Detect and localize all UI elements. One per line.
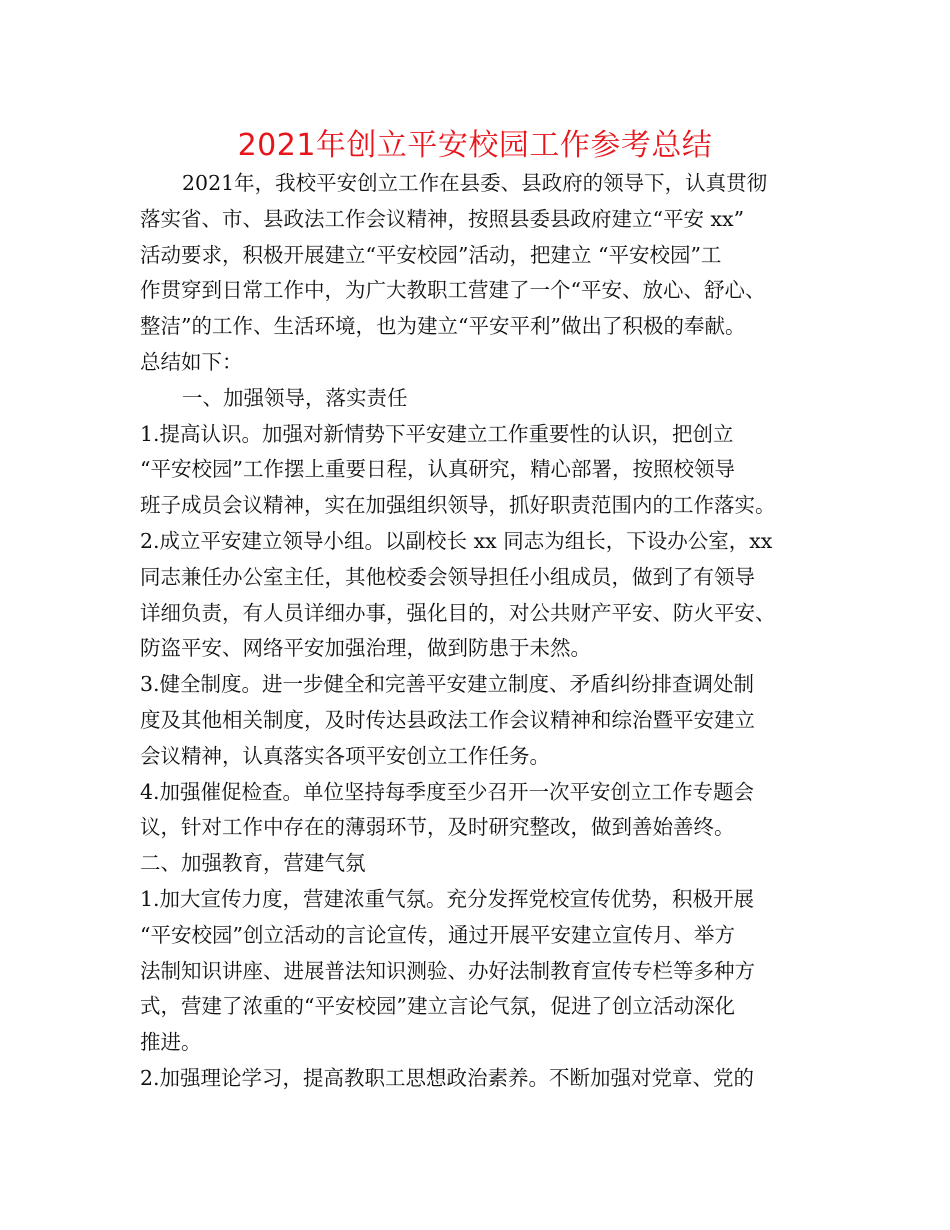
text-line: 1.加大宣传力度，营建浓重气氛。充分发挥党校宣传优势，积极开展 [140, 886, 755, 911]
text-line: 防盗平安、网络平安加强治理，做到防患于未然。 [140, 636, 591, 661]
paragraph [140, 381, 830, 417]
text-line: 4.加强催促检查。单位坚持每季度至少召开一次平安创立工作专题会 [140, 779, 755, 804]
text-line: 推进。 [140, 1030, 202, 1055]
paragraph [140, 166, 830, 381]
text-line: 活动要求，积极开展建立“平安校园”活动，把建立 “平安校园”工 [140, 242, 722, 267]
text-line: 法制知识讲座、进展普法知识测验、办好法制教育宣传专栏等多种方 [140, 958, 755, 983]
text-line: 1.提高认识。加强对新情势下平安建立工作重要性的认识，把创立 [140, 421, 734, 446]
paragraph [140, 667, 830, 774]
text-line: 同志兼任办公室主任，其他校委会领导担任小组成员，做到了有领导 [140, 564, 755, 589]
text-line: 2.成立平安建立领导小组。以副校长 xx 同志为组长，下设办公室，xx [140, 528, 773, 553]
paragraph [140, 524, 830, 667]
text-line: 3.健全制度。进一步健全和完善平安建立制度、矛盾纠纷排查调处制 [140, 672, 755, 697]
text-line: 班子成员会议精神，实在加强组织领导，抓好职责范围内的工作落实。 [140, 493, 776, 518]
text-line: 详细负责，有人员详细办事，强化目的，对公共财产平安、防火平安、 [140, 600, 776, 625]
document-title: 2021年创立平安校园工作参考总结 [237, 128, 713, 163]
text-line: “平安校园”创立活动的言论宣传，通过开展平安建立宣传月、举方 [140, 922, 735, 947]
document-body [140, 166, 830, 1097]
text-line: 二、加强教育，营建气氛 [140, 851, 366, 876]
text-line: 2.加强理论学习，提高教职工思想政治素养。不断加强对党章、党的 [140, 1065, 755, 1090]
text-line: 会议精神，认真落实各项平安创立工作任务。 [140, 743, 550, 768]
text-line: 作贯穿到日常工作中，为广大教职工营建了一个“平安、放心、舒心、 [140, 278, 766, 303]
text-line: 议，针对工作中存在的薄弱环节，及时研究整改，做到善始善终。 [140, 815, 735, 840]
text-line: 式，营建了浓重的“平安校园”建立言论气氛，促进了创立活动深化 [140, 994, 735, 1019]
paragraph [140, 775, 830, 847]
text-line: 一、加强领导，落实责任 [182, 385, 408, 410]
paragraph [140, 1061, 830, 1097]
text-line: 整洁”的工作、生活环境，也为建立“平安平利”做出了积极的奉献。 [140, 314, 746, 339]
text-line: 度及其他相关制度，及时传达县政法工作会议精神和综治暨平安建立 [140, 707, 755, 732]
text-line: 总结如下： [140, 349, 243, 374]
paragraph [140, 882, 830, 1061]
paragraph [140, 417, 830, 524]
paragraph [140, 846, 830, 882]
text-line: 落实省、市、县政法工作会议精神，按照县委县政府建立“平安 xx” [140, 206, 745, 231]
text-line: 2021年，我校平安创立工作在县委、县政府的领导下，认真贯彻 [182, 171, 768, 195]
text-line: “平安校园”工作摆上重要日程，认真研究，精心部署，按照校领导 [140, 457, 735, 482]
